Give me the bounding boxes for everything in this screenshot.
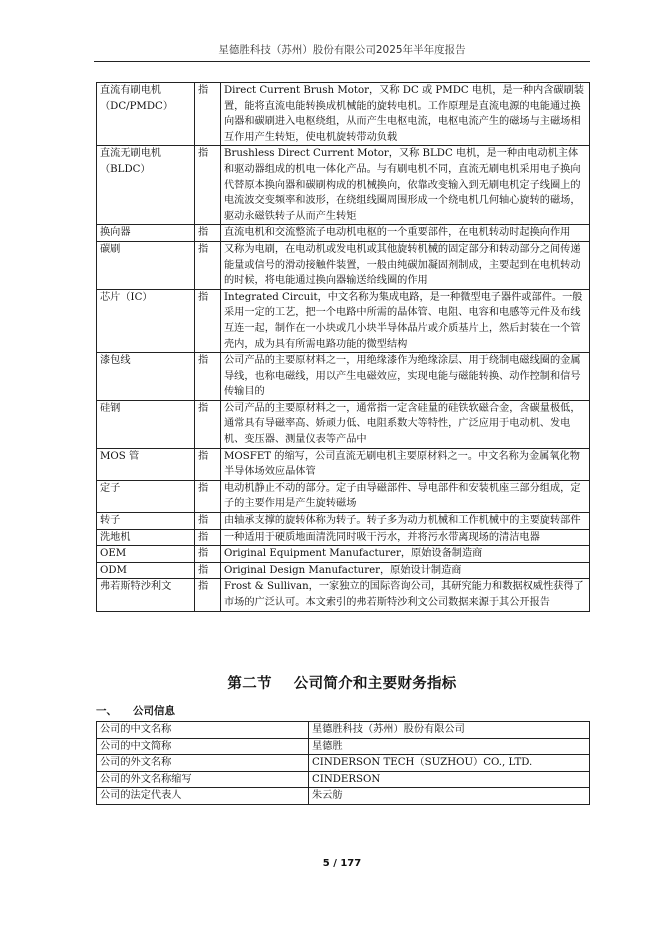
definition-term (97, 579, 195, 611)
definition-row (97, 513, 590, 530)
definition-term-line: 直流有刷电机 (100, 85, 162, 96)
definition-term (97, 83, 195, 146)
definition-ref: 指 (195, 289, 221, 352)
definition-term (97, 289, 195, 352)
definition-term (97, 400, 195, 448)
definition-row (97, 579, 590, 611)
definition-description: 电动机静止不动的部分。定子由导磁部件、导电部件和安装机座三部分组成，定子的主要作用是产生旋转磁场 (221, 480, 590, 512)
definition-description: Original Design Manufacturer，原始设计制造商 (221, 562, 590, 579)
company-info-row (97, 771, 590, 788)
definition-term-line: ODM (100, 564, 127, 576)
definition-term-line: 换向器 (100, 227, 131, 239)
definition-row (97, 146, 590, 225)
company-info-value: CINDERSON TECH（SUZHOU）CO., LTD. (309, 755, 590, 772)
definition-description: 一种适用于硬质地面清洗同时吸干污水，并将污水带离现场的清洁电器 (221, 529, 590, 546)
definition-description: Direct Current Brush Motor，又称 DC 或 PMDC 电机，是一种内含碳刷装置，能将直流电能转换成机械能的旋转电机。工作原理是直流电源的电能通过换向器和碳刷进入电枢绕组，从而产生电枢电流，电枢电流产生的磁场与主磁场相互作用产生转矩，使电机旋转带动负载 (221, 83, 590, 146)
company-info-row (97, 738, 590, 755)
definition-row (97, 353, 590, 401)
company-info-value: 星德胜 (309, 738, 590, 755)
definition-term-line: 定子 (100, 482, 121, 494)
company-info-value: 朱云舫 (309, 788, 590, 805)
subsection-heading (96, 703, 175, 718)
section-number: 第二节 (227, 676, 272, 692)
company-info-row (97, 755, 590, 772)
definition-term-line: 弗若斯特沙利文 (100, 581, 172, 593)
definition-description: Brushless Direct Current Motor，又称 BLDC 电机，是一种由电动机主体和驱动器组成的机电一体化产品。与有刷电机不同，直流无刷电机采用电子换向代替原本换向器和碳刷构成的机械换向，依靠改变输入到无刷电机定子线圈上的电流波交变频率和波形，在绕组线圈周围形成一个绕电机几何轴心旋转的磁场，驱动永磁铁转子从而产生转矩 (221, 146, 590, 225)
definition-term-line: OEM (100, 548, 127, 560)
definitions-table (96, 82, 590, 612)
subsection-number: 一、 (96, 705, 117, 717)
definition-description: Frost & Sullivan，一家独立的国际咨询公司，其研究能力和数据权威性获得了市场的广泛认可。本文索引的弗若斯特沙利文公司数据来源于其公开报告 (221, 579, 590, 611)
definition-term (97, 146, 195, 225)
definition-term (97, 562, 195, 579)
definition-description: 又称为电刷，在电动机或发电机或其他旋转机械的固定部分和转动部分之间传递能量或信号的滑动接触件装置，一般由纯碳加凝固剂制成，主要起到在电机转动的时候，将电能通过换向器输送给线圈的作用 (221, 241, 590, 289)
definition-description: 公司产品的主要原材料之一，用绝缘漆作为绝缘涂层、用于绕制电磁线圈的金属导线，也称电磁线，用以产生电磁效应，实现电能与磁能转换、动作控制和信号传输目的 (221, 353, 590, 401)
company-info-value: 星德胜科技（苏州）股份有限公司 (309, 722, 590, 739)
definition-ref: 指 (195, 546, 221, 563)
definition-term (97, 225, 195, 242)
company-info-label: 公司的外文名称 (97, 755, 309, 772)
definition-term-line: 转子 (100, 515, 121, 527)
definition-term-line: 碳刷 (100, 243, 121, 255)
definition-ref: 指 (195, 83, 221, 146)
definition-term-line: 硅钢 (100, 402, 121, 414)
company-info-label: 公司的法定代表人 (97, 788, 309, 805)
definition-term (97, 353, 195, 401)
definition-description: MOSFET 的缩写，公司直流无刷电机主要原材料之一。中文名称为金属氧化物半导体场效应晶体管 (221, 448, 590, 480)
definition-ref: 指 (195, 448, 221, 480)
definition-row (97, 241, 590, 289)
definition-term (97, 241, 195, 289)
definition-ref: 指 (195, 353, 221, 401)
subsection-title: 公司信息 (133, 705, 175, 717)
definition-term (97, 546, 195, 563)
definition-row (97, 562, 590, 579)
header-divider (94, 61, 590, 62)
company-info-row (97, 788, 590, 805)
definition-row (97, 83, 590, 146)
definition-row (97, 448, 590, 480)
definition-term-line: （DC/PMDC） (100, 100, 174, 112)
definition-ref: 指 (195, 579, 221, 611)
report-header: 星德胜科技（苏州）股份有限公司2025年半年度报告 (218, 44, 466, 56)
company-info-label: 公司的中文名称 (97, 722, 309, 739)
definition-term (97, 529, 195, 546)
definition-term (97, 513, 195, 530)
definition-term (97, 480, 195, 512)
definition-ref: 指 (195, 562, 221, 579)
definition-row (97, 480, 590, 512)
company-info-label: 公司的中文简称 (97, 738, 309, 755)
definition-term-line: 直流无刷电机 (100, 148, 162, 160)
definition-description: Original Equipment Manufacturer，原始设备制造商 (221, 546, 590, 563)
definition-term-line: 漆包线 (100, 355, 131, 367)
definition-row (97, 289, 590, 352)
definition-ref: 指 (195, 241, 221, 289)
section-title: 公司简介和主要财务指标 (293, 676, 457, 692)
definition-row (97, 529, 590, 546)
page-number: 5 / 177 (322, 858, 362, 869)
definition-row (97, 225, 590, 242)
definition-description: 直流电机和交流整流子电动机电枢的一个重要部件，在电机转动时起换向作用 (221, 225, 590, 242)
definition-ref: 指 (195, 146, 221, 225)
company-info-value: CINDERSON (309, 771, 590, 788)
definition-description: 公司产品的主要原材料之一，通常指一定含硅量的硅铁软磁合金，含碳量极低，通常具有导磁率高、娇顽力低、电阻系数大等特性，广泛应用于电动机、发电机、变压器、测量仪表等产品中 (221, 400, 590, 448)
definition-term-line: 芯片（IC） (100, 291, 153, 303)
company-info-label: 公司的外文名称缩写 (97, 771, 309, 788)
definition-term-line: （BLDC） (100, 163, 151, 175)
section-heading (94, 672, 590, 693)
definition-term-line: 洗地机 (100, 531, 131, 543)
definition-description: 由轴承支撑的旋转体称为转子。转子多为动力机械和工作机械中的主要旋转部件 (221, 513, 590, 530)
definition-row (97, 546, 590, 563)
definition-description: Integrated Circuit，中文名称为集成电路，是一种微型电子器件或部件。一般采用一定的工艺，把一个电路中所需的晶体管、电阻、电容和电感等元件及布线互连一起，制作在一小块或几小块半导体晶片或介质基片上，然后封装在一个管壳内，成为具有所需电路功能的微型结构 (221, 289, 590, 352)
company-info-table (96, 721, 590, 805)
company-info-row (97, 722, 590, 739)
definition-ref: 指 (195, 513, 221, 530)
definition-term-line: MOS 管 (100, 450, 140, 462)
definition-ref: 指 (195, 529, 221, 546)
definition-term (97, 448, 195, 480)
definition-ref: 指 (195, 400, 221, 448)
definition-ref: 指 (195, 225, 221, 242)
definition-ref: 指 (195, 480, 221, 512)
definition-row (97, 400, 590, 448)
